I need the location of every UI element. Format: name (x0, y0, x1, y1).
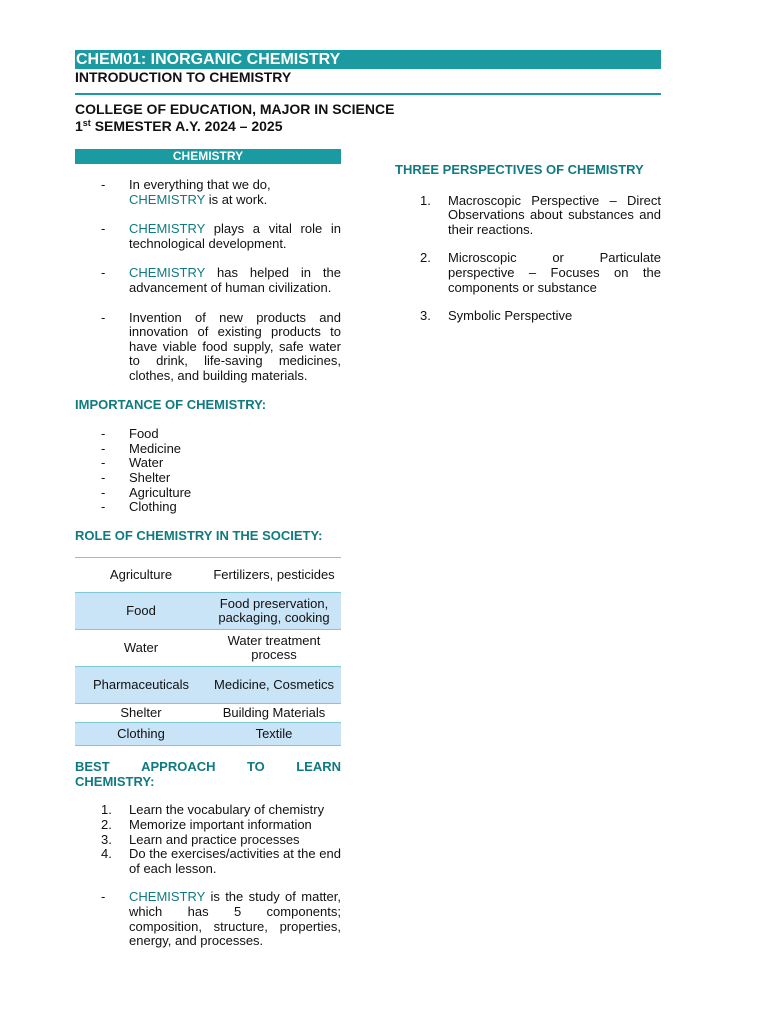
table-cell: Food (75, 593, 207, 630)
importance-heading: IMPORTANCE OF CHEMISTRY: (75, 396, 267, 412)
chemistry-keyword: CHEMISTRY (129, 191, 206, 207)
chemistry-keyword: CHEMISTRY (129, 221, 206, 237)
course-title: CHEM01: INORGANIC CHEMISTRY (76, 51, 341, 68)
approach-list (75, 803, 341, 876)
chemistry-keyword: CHEMISTRY (129, 265, 206, 281)
table-cell: Medicine, Cosmetics (207, 667, 341, 704)
bullet-text: has helped in the advancement of human civilization. (129, 265, 341, 295)
list-item: - CHEMISTRY plays a vital role in technological development. (101, 221, 341, 251)
table-cell: Agriculture (109, 566, 173, 582)
bullet-text: Invention of new products and innovation of existing products to have viable food supply, safe water to drink, life-saving medicines, clothes, and building materials. (129, 309, 341, 383)
bullet-text: plays a vital role in technological development. (129, 221, 341, 251)
semester-line (75, 118, 394, 135)
table-cell: Clothing (75, 723, 207, 746)
table-cell: Fertilizers, pesticides (213, 566, 335, 582)
list-item: - Agriculture (101, 484, 192, 500)
list-item: - Shelter (101, 469, 171, 485)
header-divider (75, 93, 661, 95)
list-item: 1. Learn the vocabulary of chemistry (101, 802, 325, 818)
table-row (75, 723, 341, 746)
list-item: 3. Learn and practice processes (101, 831, 300, 847)
chemistry-keyword: CHEMISTRY (129, 889, 206, 905)
approach-heading-line: BEST APPROACH TO LEARN (75, 759, 341, 775)
table-cell: Water treatment process (227, 632, 321, 663)
table-row (75, 558, 341, 593)
table-cell: Water (123, 639, 159, 655)
list-item: - Medicine (101, 440, 182, 456)
definition-text: is the study of matter, which has 5 components; composition, structure, properties, energy, and processes. (129, 889, 341, 949)
perspectives-heading: THREE PERSPECTIVES OF CHEMISTRY (395, 162, 644, 177)
role-heading: ROLE OF CHEMISTRY IN THE SOCIETY: (75, 527, 323, 543)
college-info (75, 101, 394, 135)
bullet-text: In everything that we do, (129, 177, 271, 192)
left-column (75, 149, 341, 949)
table-row (75, 667, 341, 704)
table-cell: Textile (207, 723, 341, 746)
list-item: - Food (101, 426, 159, 442)
list-item: - CHEMISTRY has helped in the advancement of human civilization. (101, 265, 341, 295)
table-cell: Pharmaceuticals (75, 667, 207, 704)
semester-number: 1 (75, 118, 83, 134)
list-item: 4. Do the exercises/activities at the end of each lesson. (101, 846, 341, 876)
semester-suffix: st (82, 118, 91, 128)
college-name: COLLEGE OF EDUCATION, MAJOR IN SCIENCE (75, 101, 395, 117)
chemistry-definition: - CHEMISTRY is the study of matter, which has 5 components; composition, structure, properties, energy, and processes. (101, 889, 341, 949)
course-title-bar (75, 50, 661, 69)
right-column (395, 163, 661, 324)
document-subtitle: INTRODUCTION TO CHEMISTRY (75, 69, 292, 85)
approach-heading (75, 760, 341, 789)
chemistry-section-bar: CHEMISTRY (75, 149, 341, 164)
approach-heading-end: CHEMISTRY: (75, 773, 155, 789)
list-item: 2. Microscopic or Particulate perspective – Focuses on the components or substance (420, 250, 661, 295)
list-item: 3. Symbolic Perspective (420, 308, 573, 324)
list-item: - In everything that we do, CHEMISTRY is at work. (101, 177, 271, 207)
table-cell: Food preservation, packaging, cooking (207, 593, 341, 630)
bullet-text: is at work. (205, 191, 268, 207)
importance-list (75, 427, 341, 515)
table-row (75, 593, 341, 630)
list-item: - Clothing (101, 499, 177, 515)
table-cell: Shelter (120, 704, 162, 720)
list-item: 1. Macroscopic Perspective – Direct Observations about substances and their reactions. (420, 192, 661, 237)
table-row (75, 630, 341, 667)
list-item: 2. Memorize important information (101, 817, 312, 833)
semester-text: SEMESTER A.Y. 2024 – 2025 (90, 118, 283, 134)
table-row (75, 704, 341, 723)
list-item: - Water (101, 455, 164, 471)
list-item: - Invention of new products and innovation of existing products to have viable food supply, safe water to drink, life-saving medicines, clothes, and building materials. (101, 309, 341, 383)
table-cell: Building Materials (222, 704, 326, 720)
role-table (75, 557, 341, 746)
